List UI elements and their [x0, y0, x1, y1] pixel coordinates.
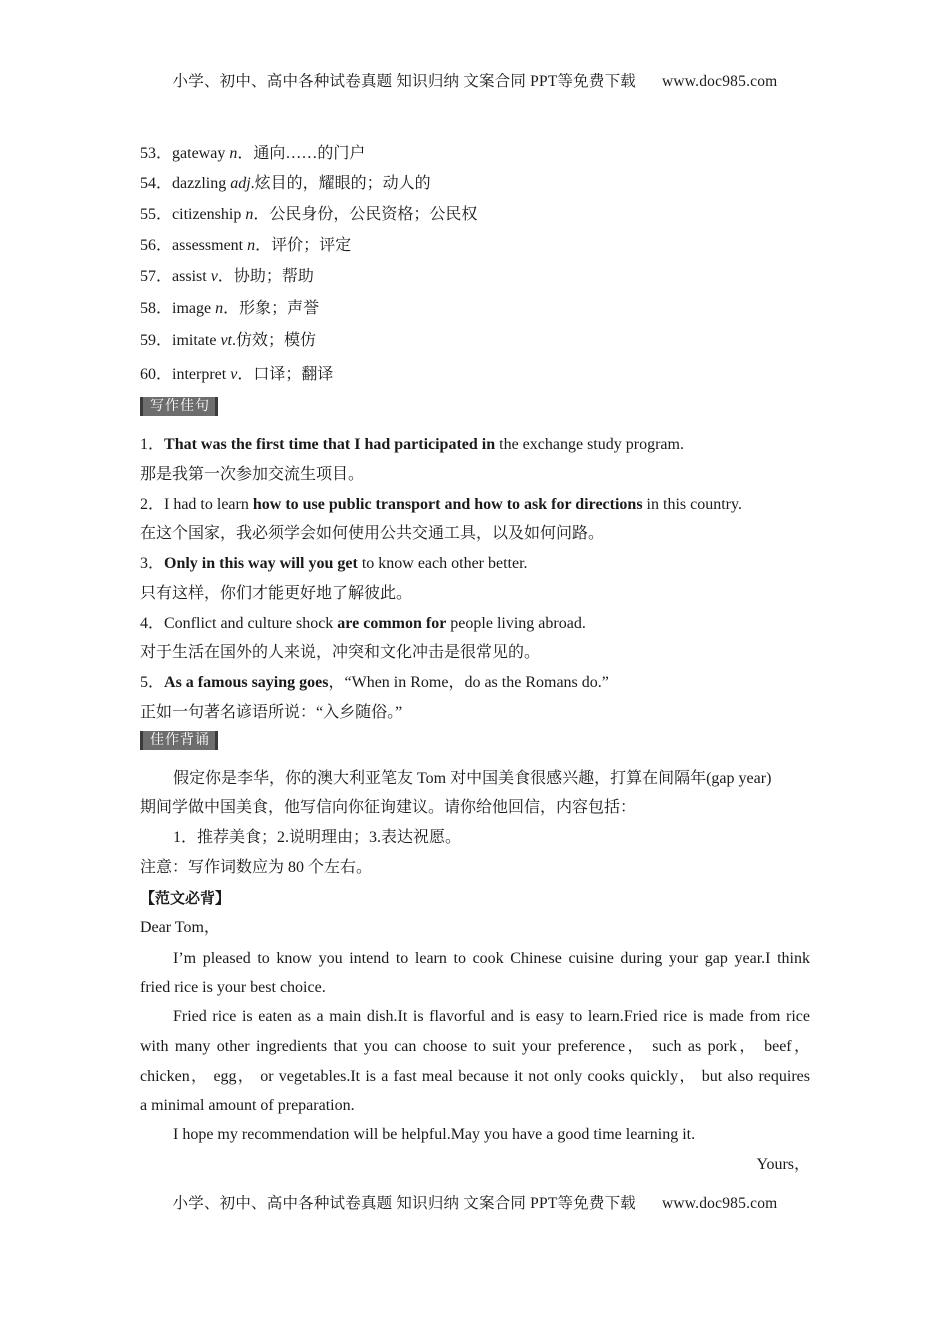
sentence-en: 2．I had to learn how to use public transport and how to ask for directions in this country. — [140, 496, 742, 513]
essay-closing: Yours， — [756, 1156, 810, 1173]
essay-paragraph-line: Fried rice is eaten as a main dish.It is flavorful and is easy to learn.Fried rice is made from rice — [173, 1008, 810, 1025]
vocab-item: 60．interpret v．口译；翻译 — [140, 366, 334, 383]
section-tag-model-essay: 佳作背诵 — [140, 731, 218, 750]
essay-paragraph-line: with many other ingredients that you can choose to suit your preference， such as pork， beef， — [140, 1038, 811, 1055]
sentence-en: 4．Conflict and culture shock are common for people living abroad. — [140, 615, 586, 632]
vocab-item: 59．imitate vt.仿效；模仿 — [140, 332, 317, 349]
vocab-item: 58．image n．形象；声誉 — [140, 300, 320, 317]
vocab-item: 55．citizenship n．公民身份，公民资格；公民权 — [140, 206, 478, 223]
task-requirements: 1．推荐美食；2.说明理由；3.表达祝愿。 — [173, 829, 462, 846]
vocab-item: 53．gateway n．通向……的门户 — [140, 145, 366, 162]
sentence-zh: 只有这样，你们才能更好地了解彼此。 — [140, 585, 413, 602]
section-tag-writing-sentences: 写作佳句 — [140, 397, 218, 416]
sentence-zh: 对于生活在国外的人来说，冲突和文化冲击是很常见的。 — [140, 644, 541, 661]
essay-paragraph-line: I hope my recommendation will be helpful.May you have a good time learning it. — [173, 1126, 696, 1143]
essay-paragraph-line: I’m pleased to know you intend to learn to cook Chinese cuisine during your gap year.I think — [173, 950, 810, 967]
sentence-en: 3．Only in this way will you get to know each other better. — [140, 555, 528, 572]
sentence-zh: 那是我第一次参加交流生项目。 — [140, 466, 365, 483]
essay-paragraph-line: fried rice is your best choice. — [140, 979, 326, 996]
essay-paragraph-line: a minimal amount of preparation. — [140, 1097, 355, 1114]
model-essay-label: 【范文必背】 — [140, 889, 231, 907]
task-prompt-line: 期间学做中国美食，他写信向你征询建议。请你给他回信，内容包括： — [140, 799, 637, 816]
sentence-en: 5．As a famous saying goes，“When in Rome，do as the Romans do.” — [140, 674, 609, 691]
header-text: 小学、初中、高中各种试卷真题 知识归纳 文案合同 PPT等免费下载 — [172, 73, 636, 90]
footer-text: 小学、初中、高中各种试卷真题 知识归纳 文案合同 PPT等免费下载 — [172, 1195, 636, 1212]
footer-site: www.doc985.com — [661, 1195, 778, 1212]
sentence-en: 1．That was the first time that I had participated in the exchange study program. — [140, 436, 684, 453]
vocab-item: 57．assist v．协助；帮助 — [140, 268, 314, 285]
sentence-zh: 正如一句著名谚语所说：“入乡随俗。” — [140, 704, 403, 721]
header-site: www.doc985.com — [661, 73, 778, 90]
vocab-item: 54．dazzling adj.炫目的，耀眼的；动人的 — [140, 175, 431, 192]
essay-greeting: Dear Tom， — [140, 919, 220, 936]
page-header — [0, 69, 950, 91]
task-prompt-line: 假定你是李华，你的澳大利亚笔友 Tom 对中国美食很感兴趣，打算在间隔年(gap year) — [173, 770, 772, 787]
vocab-item: 56．assessment n．评价；评定 — [140, 237, 352, 254]
sentence-zh: 在这个国家，我必须学会如何使用公共交通工具，以及如何问路。 — [140, 525, 605, 542]
page-footer — [0, 1191, 950, 1213]
essay-paragraph-line: chicken， egg， or vegetables.It is a fast meal because it not only cooks quickly， but also requires — [140, 1068, 810, 1085]
task-note: 注意：写作词数应为 80 个左右。 — [140, 859, 373, 876]
